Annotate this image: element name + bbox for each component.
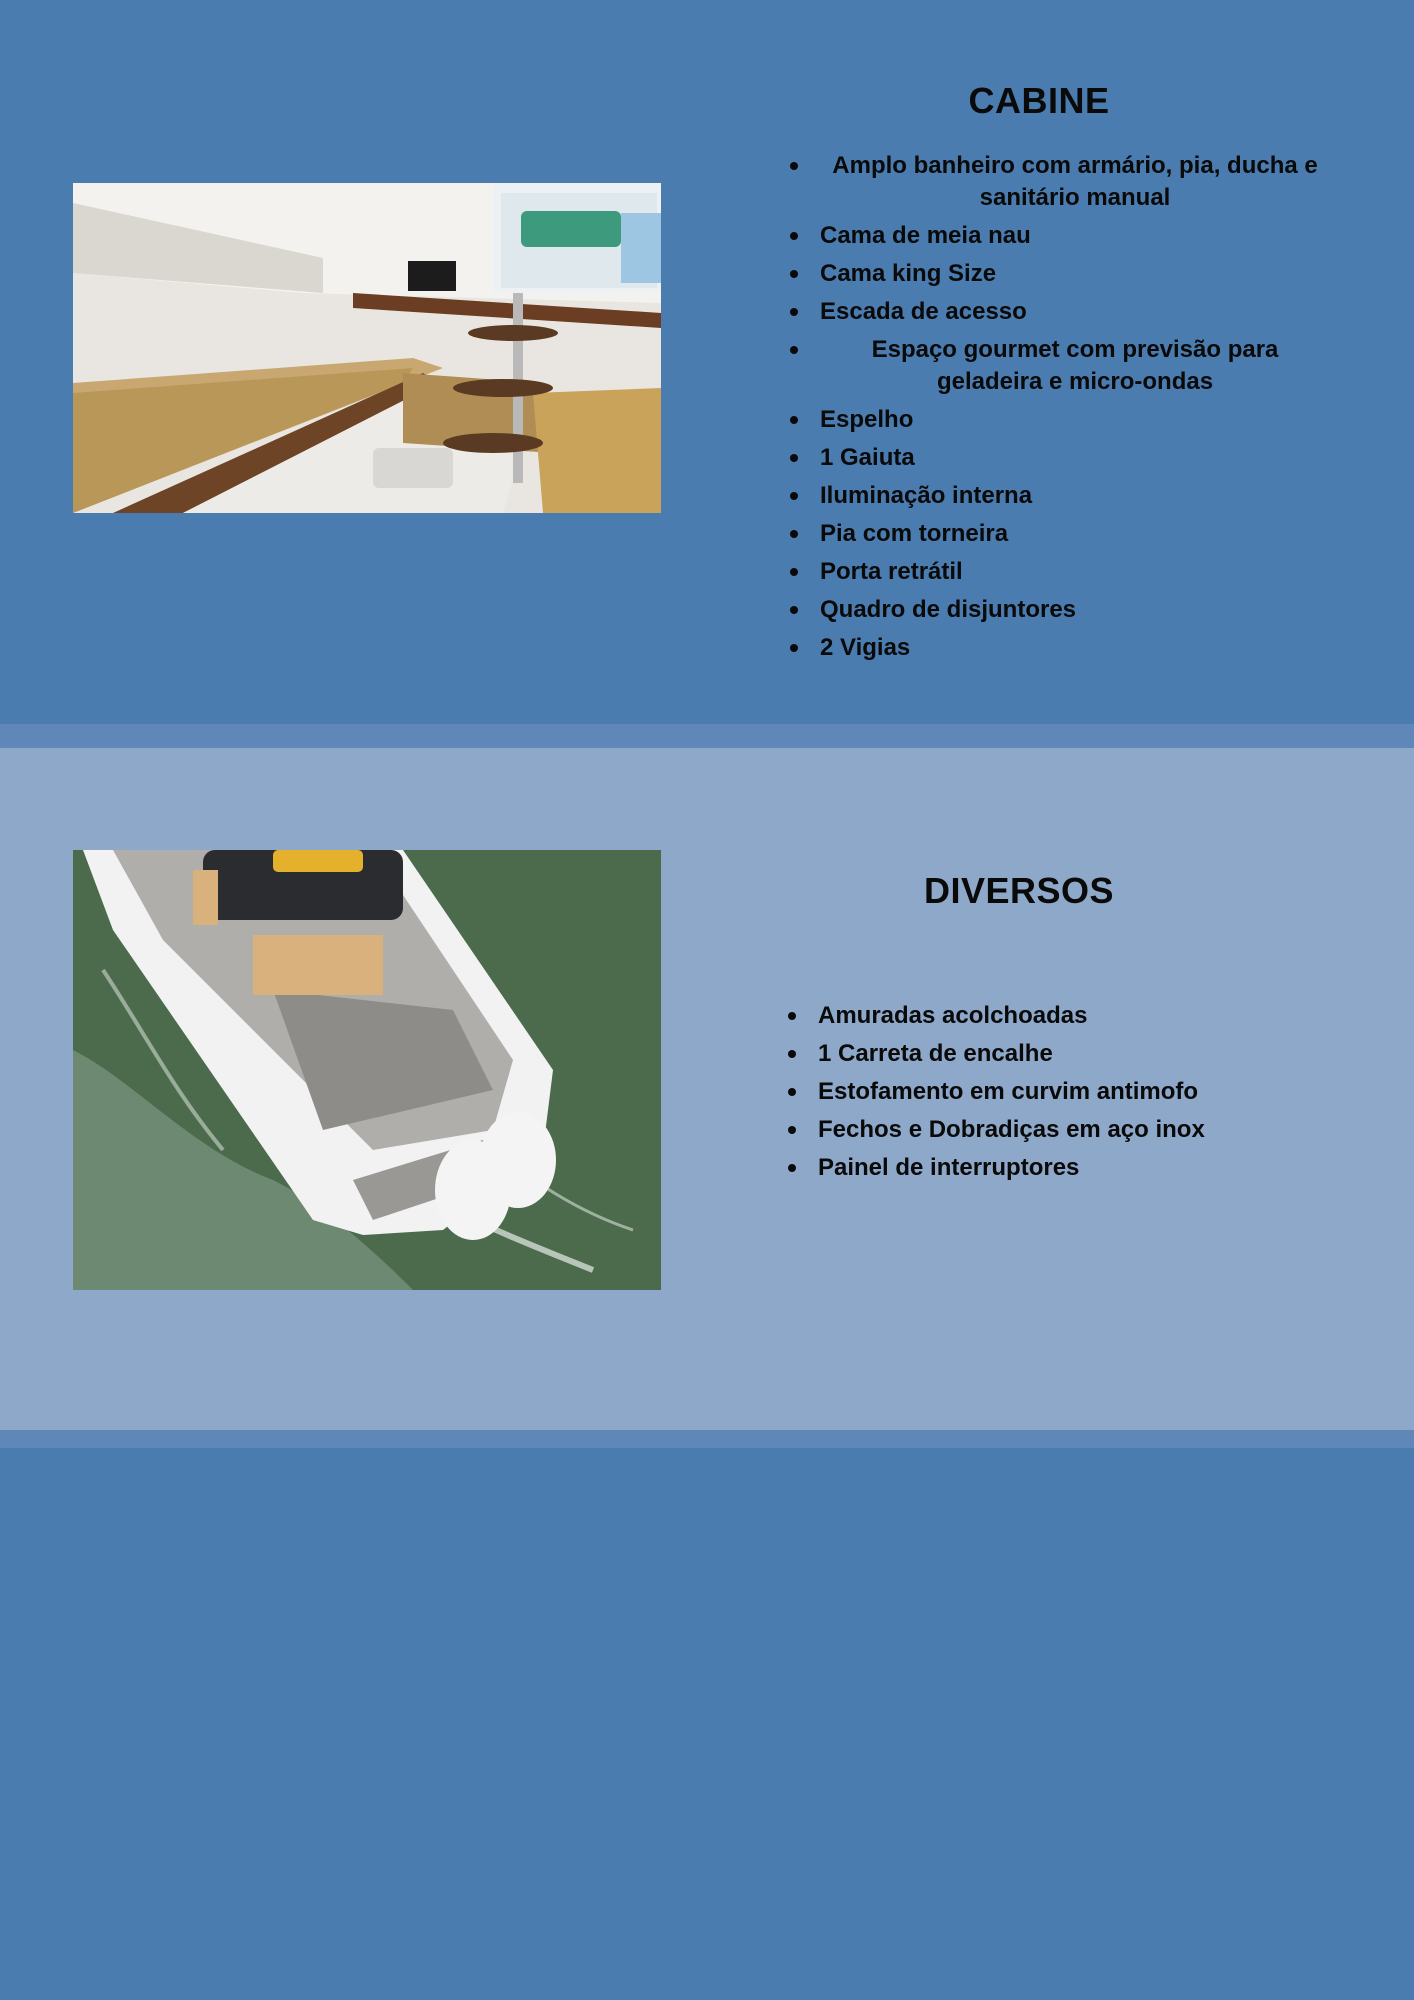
- list-item: 1 Carreta de encalhe: [788, 1038, 1328, 1070]
- list-item: Iluminação interna: [790, 480, 1330, 512]
- cabine-feature-list: [790, 150, 1330, 670]
- list-item: Porta retrátil: [790, 556, 1330, 588]
- list-item: 1 Gaiuta: [790, 442, 1330, 474]
- list-item: Fechos e Dobradiças em aço inox: [788, 1114, 1328, 1146]
- list-item: Pia com torneira: [790, 518, 1330, 550]
- list-item: Amuradas acolchoadas: [788, 1000, 1328, 1032]
- section-divider: [0, 1430, 1414, 1448]
- section-divider: [0, 724, 1414, 748]
- list-item: Escada de acesso: [790, 296, 1330, 328]
- list-item: Estofamento em curvim antimofo: [788, 1076, 1328, 1108]
- list-item: Amplo banheiro com armário, pia, ducha e sanitário manual: [790, 150, 1330, 214]
- list-item: Espelho: [790, 404, 1330, 436]
- cabin-interior-photo: [73, 183, 661, 513]
- list-item: Painel de interruptores: [788, 1152, 1328, 1184]
- list-item: Cama king Size: [790, 258, 1330, 290]
- cabine-title: CABINE: [968, 80, 1110, 121]
- list-item: Cama de meia nau: [790, 220, 1330, 252]
- list-item: Quadro de disjuntores: [790, 594, 1330, 626]
- diversos-feature-list: [788, 1000, 1328, 1190]
- list-item: 2 Vigias: [790, 632, 1330, 664]
- list-item: Espaço gourmet com previsão para geladeira e micro-ondas: [790, 334, 1330, 398]
- diversos-title: DIVERSOS: [923, 870, 1115, 911]
- boat-aerial-photo: [73, 850, 661, 1290]
